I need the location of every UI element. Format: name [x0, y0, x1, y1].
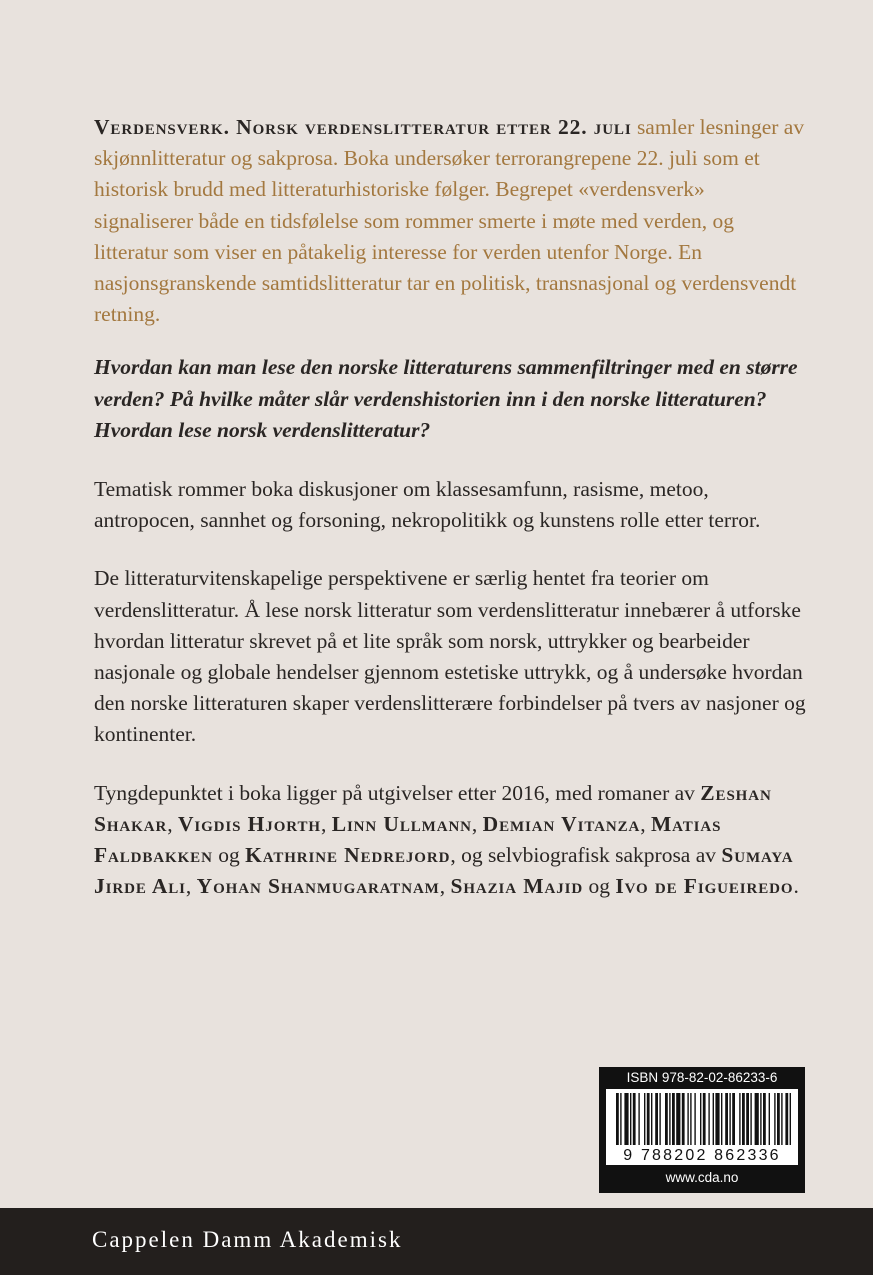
isbn-number: ISBN 978-82-02-86233-6 [626, 1070, 778, 1085]
barcode-bar [790, 1093, 791, 1145]
barcode-bar [682, 1093, 685, 1145]
barcode-bar [777, 1093, 780, 1145]
barcode-bar [715, 1093, 719, 1145]
barcode-bar [763, 1093, 766, 1145]
barcode-bar [676, 1093, 680, 1145]
barcode-bar [659, 1093, 660, 1145]
author-name: Sumaya Jirde Ali [94, 843, 794, 899]
barcode-digits: 9 788202 862336 [606, 1146, 798, 1165]
barcode-bar [703, 1093, 706, 1145]
barcode-bar [774, 1093, 775, 1145]
barcode-bar [769, 1093, 770, 1145]
barcode-bar [630, 1093, 631, 1145]
barcode-bar [742, 1093, 745, 1145]
publisher-website: www.cda.no [665, 1170, 739, 1185]
barcode-bar [746, 1093, 749, 1145]
barcode-bar [644, 1093, 645, 1145]
barcode-bar [700, 1093, 701, 1145]
barcode-bar [633, 1093, 636, 1145]
barcode-bar [694, 1093, 695, 1145]
book-title: Verdensverk. Norsk verdenslitteratur etter 22. juli [94, 115, 632, 139]
barcode-bar [781, 1093, 782, 1145]
author-name: Matias Faldbakken [94, 811, 722, 868]
themes-paragraph: Tematisk rommer boka diskusjoner om klassesamfunn, rasisme, metoo, antropocen, sannhet og forsoning, nekropolitikk og kunstens rolle etter terror. [94, 477, 761, 533]
focus-paragraph: Tyngdepunktet i boka ligger på utgivelser etter 2016, med romaner av Zeshan Shakar, Vigdis Hjorth, Linn Ullmann, Demian Vitanza, Matias Faldbakken og Kathrine Nedrejord, og selvbiografisk sakprosa av Sumaya Jirde Ali, Yohan Shanmugaratnam, Shazia Majid og Ivo de Figueiredo. [94, 780, 799, 899]
barcode-bar [616, 1093, 619, 1145]
barcode-bar [708, 1093, 709, 1145]
author-name: Zeshan Shakar [94, 780, 772, 836]
barcode-bar [651, 1093, 652, 1145]
perspectives-paragraph: De litteraturvitenskapelige perspektivene er særlig hentet fra teorier om verdenslitteratur. Å lese norsk litteratur som verdenslitteratur innebærer å utforske hvordan litteratur skrevet på et lite språk som norsk, uttrykker og bearbeider nasjonale og globale hendelser gjennom estetiske uttrykk, og å undersøke hvordan den norske litteraturen skaper verdenslitterære forbindelser på tvers av nasjoner og kontinenter. [94, 566, 806, 747]
barcode-bar [624, 1093, 628, 1145]
publisher-name: Cappelen Damm Akademisk [92, 1227, 403, 1252]
author-name: Linn Ullmann [331, 811, 472, 836]
back-cover-text [94, 112, 806, 902]
barcode-bar [750, 1093, 751, 1145]
barcode-bar [665, 1093, 668, 1145]
author-name: Shazia Majid [450, 874, 584, 899]
barcode-bar [785, 1093, 788, 1145]
barcode-bar [755, 1093, 759, 1145]
intro-text: samler lesninger av skjønnlitteratur og sakprosa. Boka undersøker terrorangrepene 22. juli som et historisk brudd med litteraturhistoriske følger. Begrepet «verdensverk» signaliserer både en tidsfølelse som rommer smerte i møte med verden, og litteratur som viser en påtakelig interesse for verden utenfor Norge. En nasjonsgranskende samtidslitteratur tar en politisk, transnasjonal og verdensvendt retning. [94, 115, 805, 327]
barcode-bar [647, 1093, 650, 1145]
barcode-bar [638, 1093, 639, 1145]
intro-paragraph [94, 112, 806, 330]
barcode-bar [669, 1093, 670, 1145]
barcode-bar [729, 1093, 730, 1145]
barcode-bar [739, 1093, 740, 1145]
barcode-bar [760, 1093, 761, 1145]
author-name: Kathrine Nedrejord [245, 843, 451, 868]
barcode-bar [721, 1093, 722, 1145]
author-name: Vigdis Hjorth [177, 811, 321, 836]
barcode-bar [732, 1093, 735, 1145]
barcode-bar [690, 1093, 691, 1145]
barcode-bar [620, 1093, 621, 1145]
barcode-bar [672, 1093, 675, 1145]
barcode-bar [687, 1093, 688, 1145]
questions-paragraph: Hvordan kan man lese den norske litteraturens sammenfiltringer med en større verden? På hvilke måter slår verdenshistorien inn i den norske litteraturen? Hvordan lese norsk verdenslitteratur? [94, 355, 798, 442]
author-name: Yohan Shanmugaratnam [196, 874, 440, 899]
barcode-bar [655, 1093, 658, 1145]
author-name: Ivo de Figueiredo [615, 874, 794, 899]
isbn-barcode [599, 1067, 805, 1193]
publisher-footer [0, 1208, 873, 1275]
barcode-bar [713, 1093, 714, 1145]
barcode-bar [725, 1093, 728, 1145]
author-name: Demian Vitanza [482, 811, 641, 836]
